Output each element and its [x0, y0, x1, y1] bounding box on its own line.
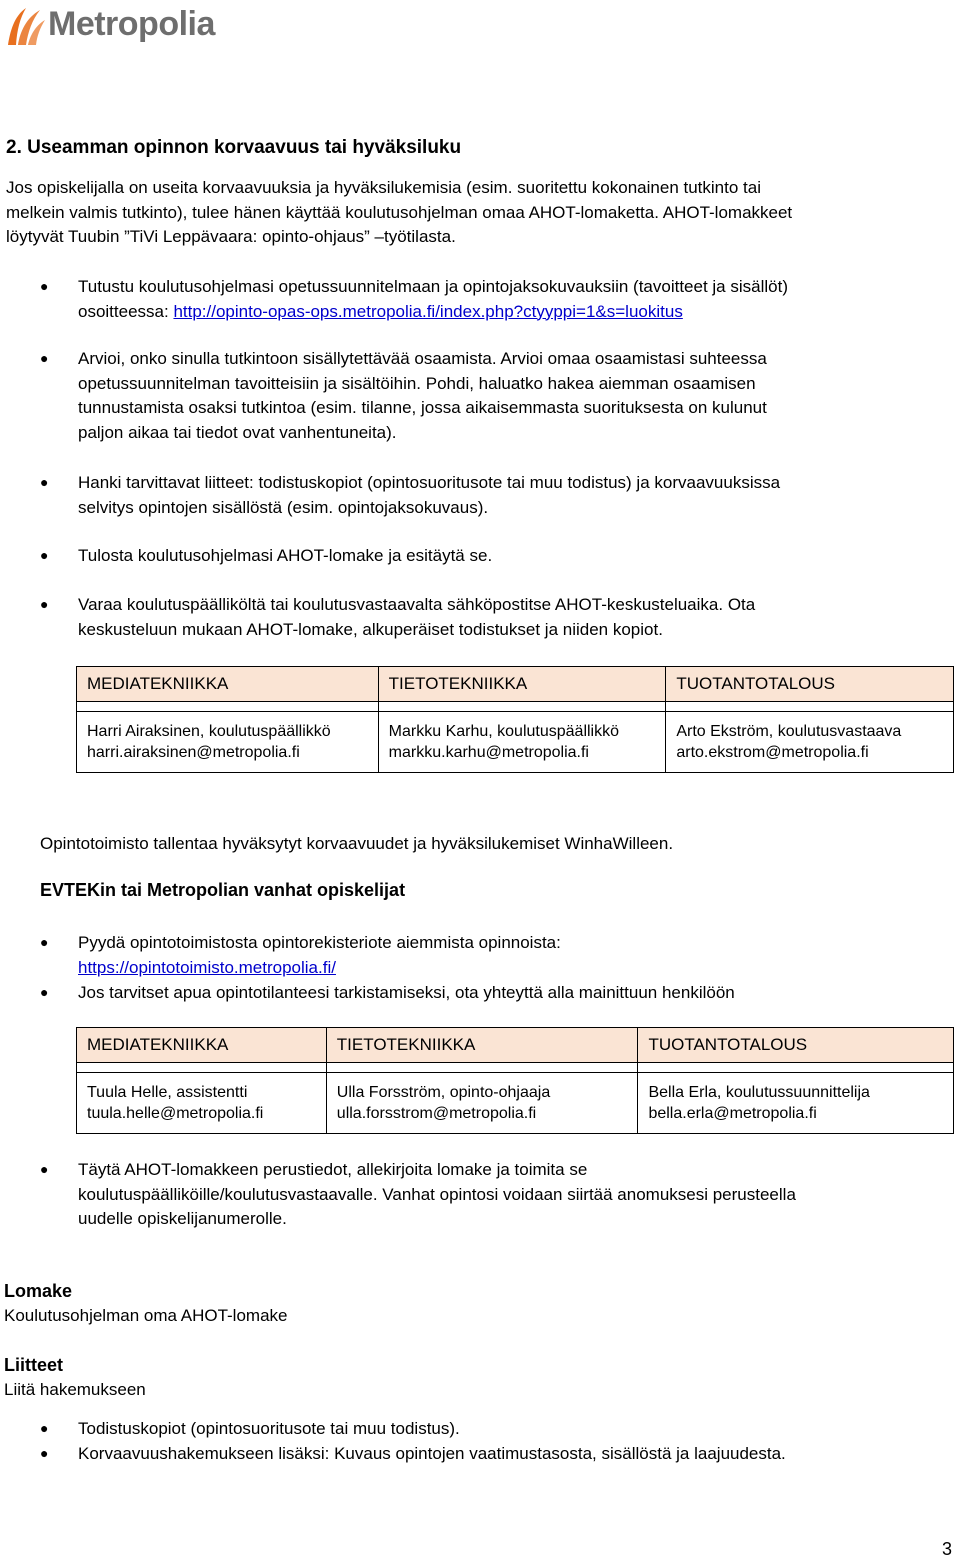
bullet-line: selvitys opintojen sisällöstä (esim. opintojaksokuvaus).	[78, 497, 489, 517]
bullet-line: Tutustu koulutusohjelmasi opetussuunnitelmaan ja opintojaksokuvauksiin (tavoitteet ja sisällöt)	[78, 277, 788, 296]
bullet-line	[78, 300, 788, 325]
contact-cell	[77, 712, 379, 773]
bullet-dot: ●	[40, 984, 49, 1000]
contact-name: Ulla Forsström, opinto-ohjaaja	[336, 1084, 551, 1101]
contact-email: harri.airaksinen@metropolia.fi	[87, 744, 300, 761]
contact-name: Markku Karhu, koulutuspäällikkö	[388, 723, 620, 740]
bullet-item	[78, 471, 780, 520]
bullet-item: Jos tarvitset apua opintotilanteesi tarkistamiseksi, ota yhteyttä alla mainittuun henkilöön	[78, 983, 735, 1002]
bullet-line: opetussuunnitelman tavoitteisiin ja sisältöihin. Pohdi, haluatko hakea aiemman osaamisen	[78, 373, 756, 393]
bullet-dot: ●	[40, 934, 49, 950]
attachment-item: Korvaavuushakemukseen lisäksi: Kuvaus opintojen vaatimustasosta, sisällöstä ja laajuudesta.	[78, 1444, 786, 1463]
liitteet-heading: Liitteet	[4, 1355, 64, 1375]
intro-paragraph	[6, 176, 792, 250]
bullet-line: Varaa koulutuspäälliköltä tai koulutusvastaavalta sähköpostitse AHOT-keskusteluaika. Ota	[78, 595, 756, 614]
bullet-dot: ●	[40, 547, 49, 563]
table-header-row	[77, 1028, 954, 1063]
registry-link[interactable]: https://opintotoimisto.metropolia.fi/	[78, 957, 336, 977]
bullet-line: Hanki tarvittavat liitteet: todistuskopiot (opintosuoritusote tai muu todistus) ja korvaavuuksissa	[78, 473, 781, 492]
page-number: 3	[941, 1539, 952, 1559]
contact-email: markku.karhu@metropolia.fi	[388, 744, 589, 761]
liitteet-text: Liitä hakemukseen	[4, 1380, 146, 1399]
table-row	[77, 712, 954, 773]
intro-line: löytyvät Tuubin ”TiVi Leppävaara: opinto-ohjaus” –työtilasta.	[6, 227, 456, 246]
bullet-dot: ●	[40, 1445, 49, 1461]
contact-cell	[666, 712, 954, 773]
bullet-item	[78, 593, 755, 642]
bullet-dot: ●	[40, 1161, 49, 1177]
contact-name: Tuula Helle, assistentti	[87, 1084, 248, 1101]
logo-text: Metropolia	[48, 4, 215, 43]
bullet-item	[78, 931, 561, 980]
contact-name: Arto Ekström, koulutusvastaava	[676, 723, 902, 740]
contact-cell	[77, 1073, 327, 1134]
section-heading: 2. Useamman opinnon korvaavuus tai hyväksiluku	[6, 137, 462, 158]
bullet-dot: ●	[40, 474, 49, 490]
lomake-text: Koulutusohjelman oma AHOT-lomake	[4, 1306, 288, 1325]
metropolia-logo	[4, 2, 215, 46]
attachment-item: Todistuskopiot (opintosuoritusote tai muu todistus).	[78, 1419, 460, 1438]
bullet-dot: ●	[40, 596, 49, 612]
contact-name: Bella Erla, koulutussuunnittelija	[648, 1084, 870, 1101]
contact-email: ulla.forsstrom@metropolia.fi	[336, 1105, 537, 1122]
registry-note: Opintotoimisto tallentaa hyväksytyt korvaavuudet ja hyväksilukemiset WinhaWilleen.	[40, 834, 674, 853]
bullet-line-text: osoitteessa:	[78, 301, 174, 321]
contact-email: bella.erla@metropolia.fi	[648, 1105, 817, 1122]
bullet-line: paljon aikaa tai tiedot ovat vanhentuneita).	[78, 422, 397, 442]
table-gap-row	[77, 1063, 954, 1073]
intro-line: melkein valmis tutkinto), tulee hänen käyttää koulutusohjelman omaa AHOT-lomaketta. AHOT-lomakkeet	[6, 202, 793, 222]
bullet-line: tunnustamista osaksi tutkintoa (esim. tilanne, jossa aikaisemmasta suorituksesta on kulunut	[78, 398, 767, 417]
bullet-line	[78, 956, 561, 981]
table-header-cell: TUOTANTOTALOUS	[638, 1028, 954, 1063]
old-students-heading: EVTEKin tai Metropolian vanhat opiskelijat	[40, 880, 406, 900]
table-header-cell: MEDIATEKNIIKKA	[77, 667, 379, 702]
contact-cell	[638, 1073, 954, 1134]
table-header-row	[77, 667, 954, 702]
table-gap-row	[77, 702, 954, 712]
bullet-dot: ●	[40, 1420, 49, 1436]
bullet-dot: ●	[40, 278, 49, 294]
contact-email: arto.ekstrom@metropolia.fi	[676, 744, 869, 761]
contacts-table-1	[76, 666, 954, 773]
bullet-line: keskusteluun mukaan AHOT-lomake, alkuperäiset todistukset ja niiden kopiot.	[78, 619, 663, 639]
bullet-line: Arvioi, onko sinulla tutkintoon sisällytettävää osaamista. Arvioi omaa osaamistasi suhteessa	[78, 349, 767, 368]
table-header-cell: TIETOTEKNIIKKA	[378, 667, 666, 702]
table-header-cell: TUOTANTOTALOUS	[666, 667, 954, 702]
bullet-item	[78, 347, 767, 445]
contact-name: Harri Airaksinen, koulutuspäällikkö	[87, 723, 331, 740]
contact-cell	[378, 712, 666, 773]
lomake-heading: Lomake	[4, 1281, 73, 1301]
bullet-item	[78, 275, 788, 324]
bullet-line: Täytä AHOT-lomakkeen perustiedot, allekirjoita lomake ja toimita se	[78, 1160, 588, 1179]
bullet-line: Pyydä opintotoimistosta opintorekisteriote aiemmista opinnoista:	[78, 933, 561, 952]
contacts-table-2	[76, 1027, 954, 1134]
table-row	[77, 1073, 954, 1134]
bullet-line: koulutuspäälliköille/koulutusvastaavalle. Vanhat opintosi voidaan siirtää anomuksesi perusteella	[78, 1184, 796, 1204]
bullet-item	[78, 1158, 796, 1232]
contact-email: tuula.helle@metropolia.fi	[87, 1105, 264, 1122]
table-header-cell: MEDIATEKNIIKKA	[77, 1028, 327, 1063]
contact-cell	[326, 1073, 638, 1134]
bullet-line: uudelle opiskelijanumerolle.	[78, 1209, 287, 1228]
intro-line: Jos opiskelijalla on useita korvaavuuksia ja hyväksilukemisia (esim. suoritettu kokonainen tutkinto tai	[6, 178, 761, 197]
bullet-line: Tulosta koulutusohjelmasi AHOT-lomake ja esitäytä se.	[78, 546, 493, 565]
bullet-item	[78, 544, 492, 569]
bullet-dot: ●	[40, 350, 49, 366]
table-header-cell: TIETOTEKNIIKKA	[326, 1028, 638, 1063]
ops-link[interactable]: http://opinto-opas-ops.metropolia.fi/index.php?ctyyppi=1&s=luokitus	[173, 301, 683, 321]
metropolia-logo-icon	[4, 2, 46, 46]
